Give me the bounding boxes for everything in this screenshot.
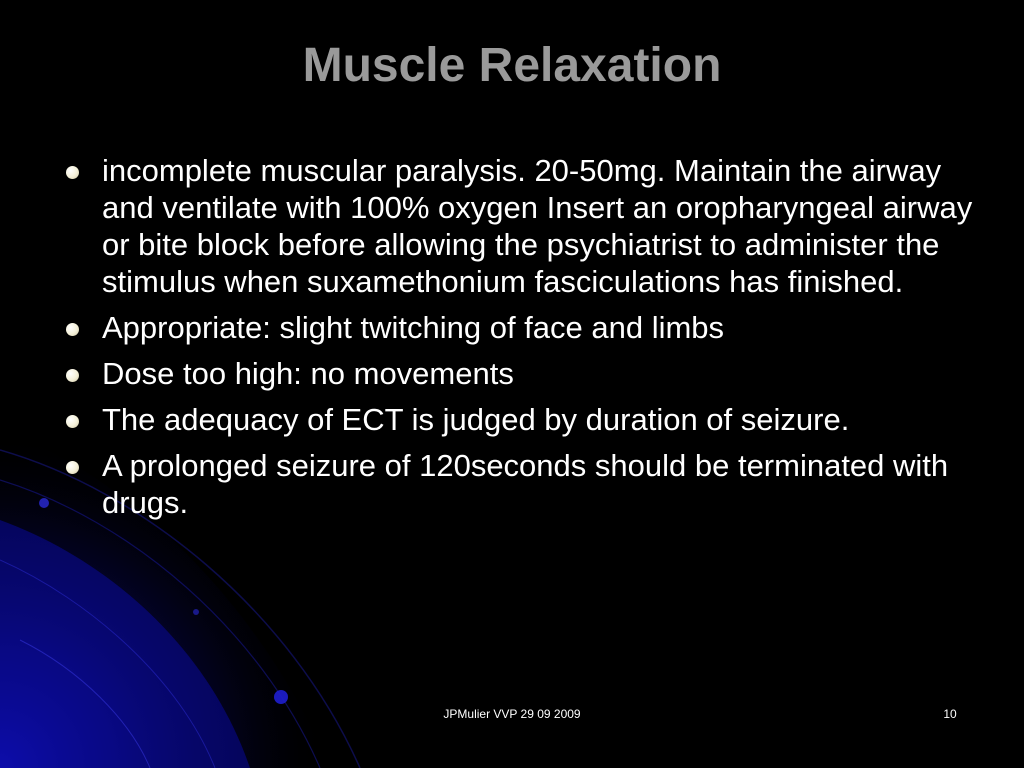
bullet-list bbox=[64, 152, 999, 530]
list-item bbox=[64, 447, 999, 521]
footer-text: JPMulier VVP 29 09 2009 bbox=[443, 707, 581, 721]
list-item bbox=[64, 152, 999, 300]
list-item bbox=[64, 309, 999, 346]
list-item bbox=[64, 401, 999, 438]
bullet-text: Dose too high: no movements bbox=[102, 356, 514, 391]
bullet-icon bbox=[66, 369, 79, 382]
slide-title: Muscle Relaxation bbox=[302, 39, 722, 92]
bullet-text: incomplete muscular paralysis. 20-50mg. Maintain the airway and ventilate with 100% oxygen Insert an oropharyngeal airway or bite block before allowing the psychiatrist to administer the stimulus when suxamethonium fasciculations has finished. bbox=[102, 153, 973, 299]
bullet-icon bbox=[66, 166, 79, 179]
page-number: 10 bbox=[943, 707, 957, 721]
bullet-text: A prolonged seizure of 120seconds should be terminated with drugs. bbox=[102, 448, 949, 520]
list-item bbox=[64, 355, 999, 392]
bullet-icon bbox=[66, 461, 79, 474]
bullet-icon bbox=[66, 323, 79, 336]
bullet-text: The adequacy of ECT is judged by duration of seizure. bbox=[102, 402, 850, 437]
bullet-icon bbox=[66, 415, 79, 428]
bullet-text: Appropriate: slight twitching of face and limbs bbox=[102, 310, 725, 345]
